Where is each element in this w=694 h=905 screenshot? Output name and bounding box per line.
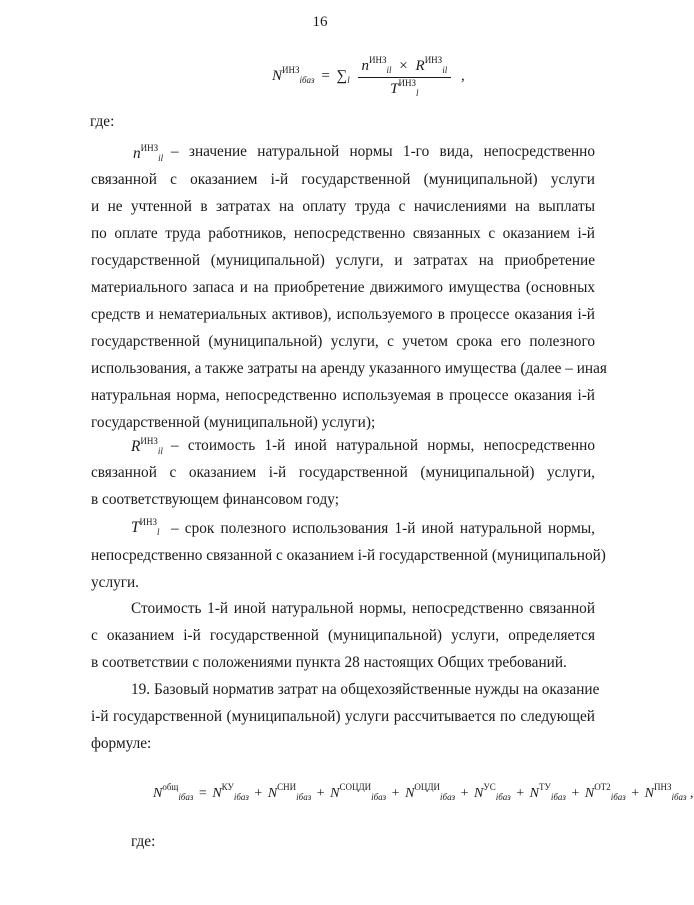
- symbol-r: $R^{ИНЗ}_{il}$: [131, 436, 163, 456]
- para-t-line: непосредственно связанной с оказанием i-й государственной (муниципальной): [91, 547, 606, 564]
- para-n-line: использования, а также затраты на аренду указанного имущества (далее – иная: [91, 360, 607, 377]
- where-label-2: где:: [131, 833, 156, 850]
- para-cost-line: с оказанием i-й государственной (муниципальной) услуги, определяется: [91, 627, 595, 644]
- para-n-line: по оплате труда работников, непосредственно связанных с оказанием i-й: [91, 225, 595, 242]
- formula-inz: $N^{ИНЗ}_{iбаз} = \sum_l$ $\frac{n^{ИНЗ}_{il} \times R^{ИНЗ}_{il}}{T^{ИНЗ}_l}$ ,: [272, 55, 465, 98]
- para-cost-line: в соответствии с положениями пункта 28 настоящих Общих требований.: [91, 654, 567, 671]
- formula-obsh: $N^{общ}_{iбаз} = N^{КУ}_{iбаз} + N^{СНИ}_{iбаз} + N^{СОЦДИ}_{iбаз} + N^{ОЦДИ}_{iбаз} + N^{УС}_{iбаз} + N^{ТУ}_{iбаз} + N^{ОТ2}_{iбаз} + N^{ПНЗ}_{iбаз}$ ,: [153, 782, 694, 802]
- para-n-line: государственной (муниципальной) услуги, и затратах на приобретение: [91, 252, 595, 269]
- para-cost-line: Стоимость 1-й иной натуральной нормы, непосредственно связанной: [131, 600, 595, 617]
- sum-sign: $\sum_l$: [336, 67, 350, 85]
- para-r-line: – стоимость 1-й иной натуральной нормы, непосредственно: [171, 437, 595, 454]
- para-t-line: – срок полезного использования 1-й иной натуральной нормы,: [171, 520, 595, 537]
- para-19-line: формуле:: [91, 735, 152, 752]
- para-r-line: в соответствующем финансовом году;: [91, 491, 339, 508]
- formula-lhs: $N^{ИНЗ}_{iбаз}$: [272, 64, 315, 85]
- para-n-line: связанной с оказанием i-й государственной (муниципальной) услуги: [91, 171, 595, 188]
- para-t-line: услуги.: [91, 574, 140, 591]
- para-r-line: связанной с оказанием i-й государственной (муниципальной) услуги,: [91, 464, 595, 481]
- symbol-n: $n^{ИНЗ}_{il}$: [133, 143, 164, 163]
- where-label-1: где:: [90, 113, 115, 130]
- page-number: 16: [312, 14, 328, 30]
- para-19-line: 19. Базовый норматив затрат на общехозяйственные нужды на оказание: [131, 681, 600, 698]
- formula-fraction: $\frac{n^{ИНЗ}_{il} \times R^{ИНЗ}_{il}}{T^{ИНЗ}_l}$: [358, 54, 452, 98]
- para-n-line: – значение натуральной нормы 1-го вида, непосредственно: [171, 143, 595, 160]
- para-n-line: государственной (муниципальной) услуги, с учетом срока его полезного: [91, 333, 595, 350]
- para-n-line: средств и нематериальных активов), используемого в процессе оказания i-й: [91, 306, 595, 323]
- para-n-line: натуральная норма, непосредственно используемая в процессе оказания i-й: [91, 387, 595, 404]
- para-n-line: материального запаса и на приобретение движимого имущества (основных: [91, 279, 595, 296]
- para-n-line: и не учтенной в затратах на оплату труда с начислениями на выплаты: [91, 198, 595, 215]
- symbol-t: $T^{ИНЗ}_l$: [131, 517, 160, 537]
- para-n-line: государственной (муниципальной) услуги);: [91, 414, 376, 431]
- para-19-line: i-й государственной (муниципальной) услуги рассчитывается по следующей: [91, 708, 595, 725]
